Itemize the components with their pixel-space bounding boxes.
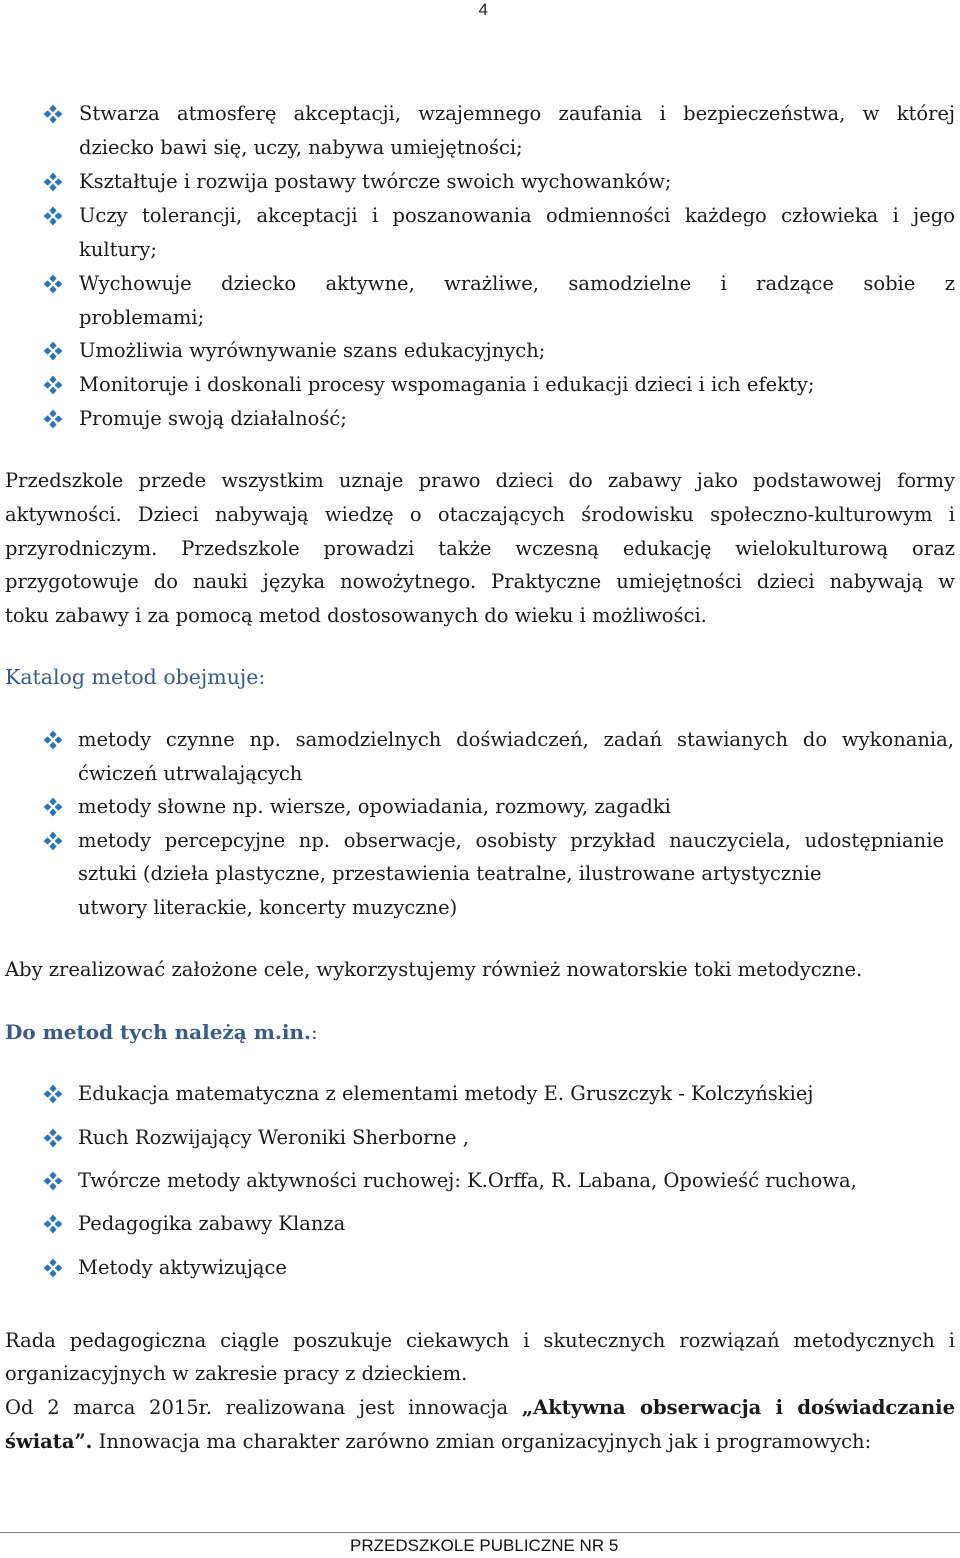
list-item-line: ćwiczeń utrwalających [78,762,303,785]
innovation-rest: Innowacja ma charakter zarówno zmian organizacyjnych jak i programowych: [92,1430,872,1453]
list-item-line: Metody aktywizujące [78,1256,287,1279]
diamond-bullet-icon [42,273,64,295]
diamond-bullet-icon [42,796,64,818]
diamond-bullet-icon [42,1257,64,1279]
footer-rule [0,1532,960,1533]
list-item-line: Promuje swoją działalność; [79,407,347,430]
paragraph-line: Rada pedagogiczna ciągle poszukuje ciekawych i skutecznych rozwiązań metodycznych i [5,1329,955,1352]
paragraph-nowatorskie: Aby zrealizować założone cele, wykorzystujemy również nowatorskie toki metodyczne. [5,958,863,981]
footer-text: PRZEDSZKOLE PUBLICZNE NR 5 [350,1536,619,1555]
paragraph-line: Przedszkole przede wszystkim uznaje prawo dzieci do zabawy jako podstawowej formy [5,469,955,492]
list-item-line: dziecko bawi się, uczy, nabywa umiejętności; [79,136,523,159]
list-item-line: Ruch Rozwijający Weroniki Sherborne , [78,1126,469,1149]
diamond-bullet-icon [42,1127,64,1149]
innovation-title-end: świata”. [5,1430,93,1453]
list-item-line: metody percepcyjne np. obserwacje, osobisty przykład nauczyciela, udostępnianie [78,829,944,852]
section-heading-metody [5,1020,318,1044]
innovation-prefix: Od 2 marca 2015r. realizowana jest innowacja [5,1396,522,1419]
section-heading-katalog: Katalog metod obejmuje: [5,665,266,689]
page-number: 4 [478,0,488,19]
paragraph-line: przyrodniczym. Przedszkole prowadzi także wczesną edukację wielokulturową oraz [5,537,955,560]
list-item-line: Umożliwia wyrównywanie szans edukacyjnych; [79,339,546,362]
diamond-bullet-icon [42,830,64,852]
list-item-line: Wychowuje dziecko aktywne, wrażliwe, samodzielne i radzące sobie z [79,272,955,295]
list-item-line: metody czynne np. samodzielnych doświadczeń, zadań stawianych do wykonania, [78,728,954,751]
list-item-line: Stwarza atmosferę akceptacji, wzajemnego zaufania i bezpieczeństwa, w której [79,102,955,125]
diamond-bullet-icon [42,729,64,751]
list-item-line: metody słowne np. wiersze, opowiadania, rozmowy, zagadki [78,795,671,818]
heading-metody-text: Do metod tych należą m.in. [5,1020,311,1044]
list-item-line: Twórcze metody aktywności ruchowej: K.Orffa, R. Labana, Opowieść ruchowa, [78,1169,857,1192]
list-item-line: Uczy tolerancji, akceptacji i poszanowania odmienności każdego człowieka i jego [79,204,955,227]
list-item-line: Edukacja matematyczna z elementami metody E. Gruszczyk - Kolczyńskiej [78,1082,814,1105]
diamond-bullet-icon [42,408,64,430]
diamond-bullet-icon [42,374,64,396]
list-item-line: Monitoruje i doskonali procesy wspomagania i edukacji dzieci i ich efekty; [79,373,815,396]
innovation-line-2 [5,1430,871,1454]
list-item-line: utwory literackie, koncerty muzyczne) [78,896,458,919]
list-item-line: sztuki (dzieła plastyczne, przestawienia teatralne, ilustrowane artystycznie [78,862,822,885]
heading-metody-colon: : [310,1020,318,1044]
diamond-bullet-icon [42,340,64,362]
diamond-bullet-icon [42,1170,64,1192]
list-item-line: kultury; [79,238,157,261]
diamond-bullet-icon [42,171,64,193]
innovation-title: „Aktywna obserwacja i doświadczanie [521,1396,955,1419]
diamond-bullet-icon [42,1083,64,1105]
diamond-bullet-icon [42,205,64,227]
paragraph-line: aktywności. Dzieci nabywają wiedzę o otaczających środowisku społeczno-kulturowym i [5,503,955,526]
innovation-line-1 [5,1396,955,1420]
paragraph-line: przygotowuje do nauki języka nowożytnego. Praktyczne umiejętności dzieci nabywają w [5,570,955,593]
list-item-line: Kształtuje i rozwija postawy twórcze swoich wychowanków; [79,170,672,193]
paragraph-line: toku zabawy i za pomocą metod dostosowanych do wieku i możliwości. [5,604,707,627]
list-item-line: Pedagogika zabawy Klanza [78,1212,346,1235]
diamond-bullet-icon [42,1213,64,1235]
list-item-line: problemami; [79,306,205,329]
paragraph-line: organizacyjnych w zakresie pracy z dzieckiem. [5,1362,468,1385]
diamond-bullet-icon [42,103,64,125]
